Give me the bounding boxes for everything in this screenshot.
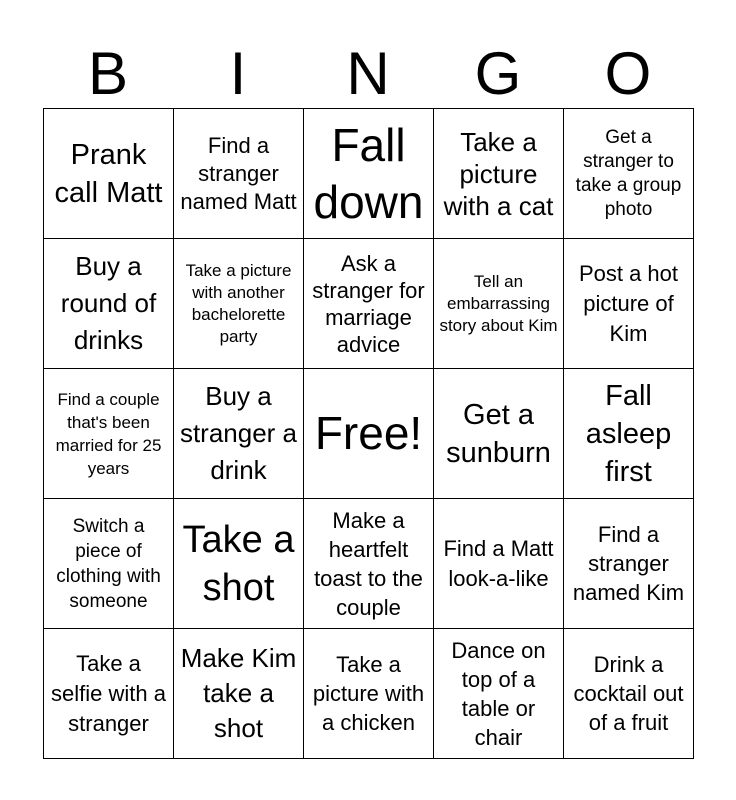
bingo-cell-free[interactable] xyxy=(304,369,434,499)
bingo-cell[interactable] xyxy=(434,629,564,759)
board-row xyxy=(44,369,694,499)
bingo-cell[interactable] xyxy=(174,629,304,759)
free-space-text: Free! xyxy=(314,407,423,459)
cell-text: Dance on top of a table or chair xyxy=(451,637,546,750)
bingo-cell[interactable] xyxy=(174,499,304,629)
bingo-cell[interactable] xyxy=(44,109,174,239)
cell-text: Buy a round of drinks xyxy=(60,251,157,355)
bingo-cell[interactable] xyxy=(304,499,434,629)
bingo-board xyxy=(43,108,694,759)
cell-text: Switch a piece of clothing with someone xyxy=(56,515,161,612)
cell-text: Find a stranger named Matt xyxy=(180,132,297,214)
bingo-cell[interactable] xyxy=(174,239,304,369)
bingo-cell[interactable] xyxy=(174,109,304,239)
cell-text: Get a sunburn xyxy=(446,398,551,469)
cell-text: Make Kim take a shot xyxy=(180,643,297,743)
header-letter-o: O xyxy=(604,40,652,107)
cell-text: Take a picture with a cat xyxy=(443,126,554,221)
board-row xyxy=(44,499,694,629)
bingo-cell[interactable] xyxy=(434,109,564,239)
bingo-cell[interactable] xyxy=(564,369,694,499)
cell-text: Fall down xyxy=(313,118,424,228)
cell-text: Buy a stranger a drink xyxy=(179,381,298,485)
board-row xyxy=(44,629,694,759)
header-letter-b: B xyxy=(87,40,129,107)
cell-text: Take a shot xyxy=(182,518,295,609)
cell-text: Tell an embarrassing story about Kim xyxy=(439,271,558,335)
cell-text: Find a couple that's been married for 25 years xyxy=(55,389,162,478)
board-row xyxy=(44,239,694,369)
bingo-cell[interactable] xyxy=(174,369,304,499)
bingo-cell[interactable] xyxy=(304,629,434,759)
bingo-cell[interactable] xyxy=(564,629,694,759)
cell-text: Drink a cocktail out of a fruit xyxy=(573,652,684,735)
header-letter-g: G xyxy=(474,40,522,107)
board-row xyxy=(44,109,694,239)
cell-text: Ask a stranger for marriage advice xyxy=(312,250,425,357)
bingo-cell[interactable] xyxy=(44,239,174,369)
header-letter-i: I xyxy=(229,40,247,107)
bingo-cell[interactable] xyxy=(44,629,174,759)
bingo-cell[interactable] xyxy=(564,239,694,369)
cell-text: Fall asleep first xyxy=(585,379,672,488)
cell-text: Find a Matt look-a-like xyxy=(443,535,554,591)
cell-text: Find a stranger named Kim xyxy=(572,522,685,605)
bingo-cell[interactable] xyxy=(304,239,434,369)
cell-text: Take a picture with another bachelorette party xyxy=(185,260,292,346)
header-letter-n: N xyxy=(346,40,390,107)
bingo-cell[interactable] xyxy=(434,499,564,629)
bingo-cell[interactable] xyxy=(44,369,174,499)
cell-text: Post a hot picture of Kim xyxy=(578,260,679,346)
bingo-cell[interactable] xyxy=(434,369,564,499)
bingo-cell[interactable] xyxy=(304,109,434,239)
cell-text: Take a selfie with a stranger xyxy=(51,650,166,736)
cell-text: Make a heartfelt toast to the couple xyxy=(314,507,423,620)
cell-text: Take a picture with a chicken xyxy=(312,652,425,735)
bingo-cell[interactable] xyxy=(564,499,694,629)
bingo-header xyxy=(43,40,693,108)
cell-text: Prank call Matt xyxy=(54,138,163,209)
bingo-cell[interactable] xyxy=(44,499,174,629)
bingo-cell[interactable] xyxy=(564,109,694,239)
bingo-cell[interactable] xyxy=(434,239,564,369)
cell-text: Get a stranger to take a group photo xyxy=(575,126,682,220)
